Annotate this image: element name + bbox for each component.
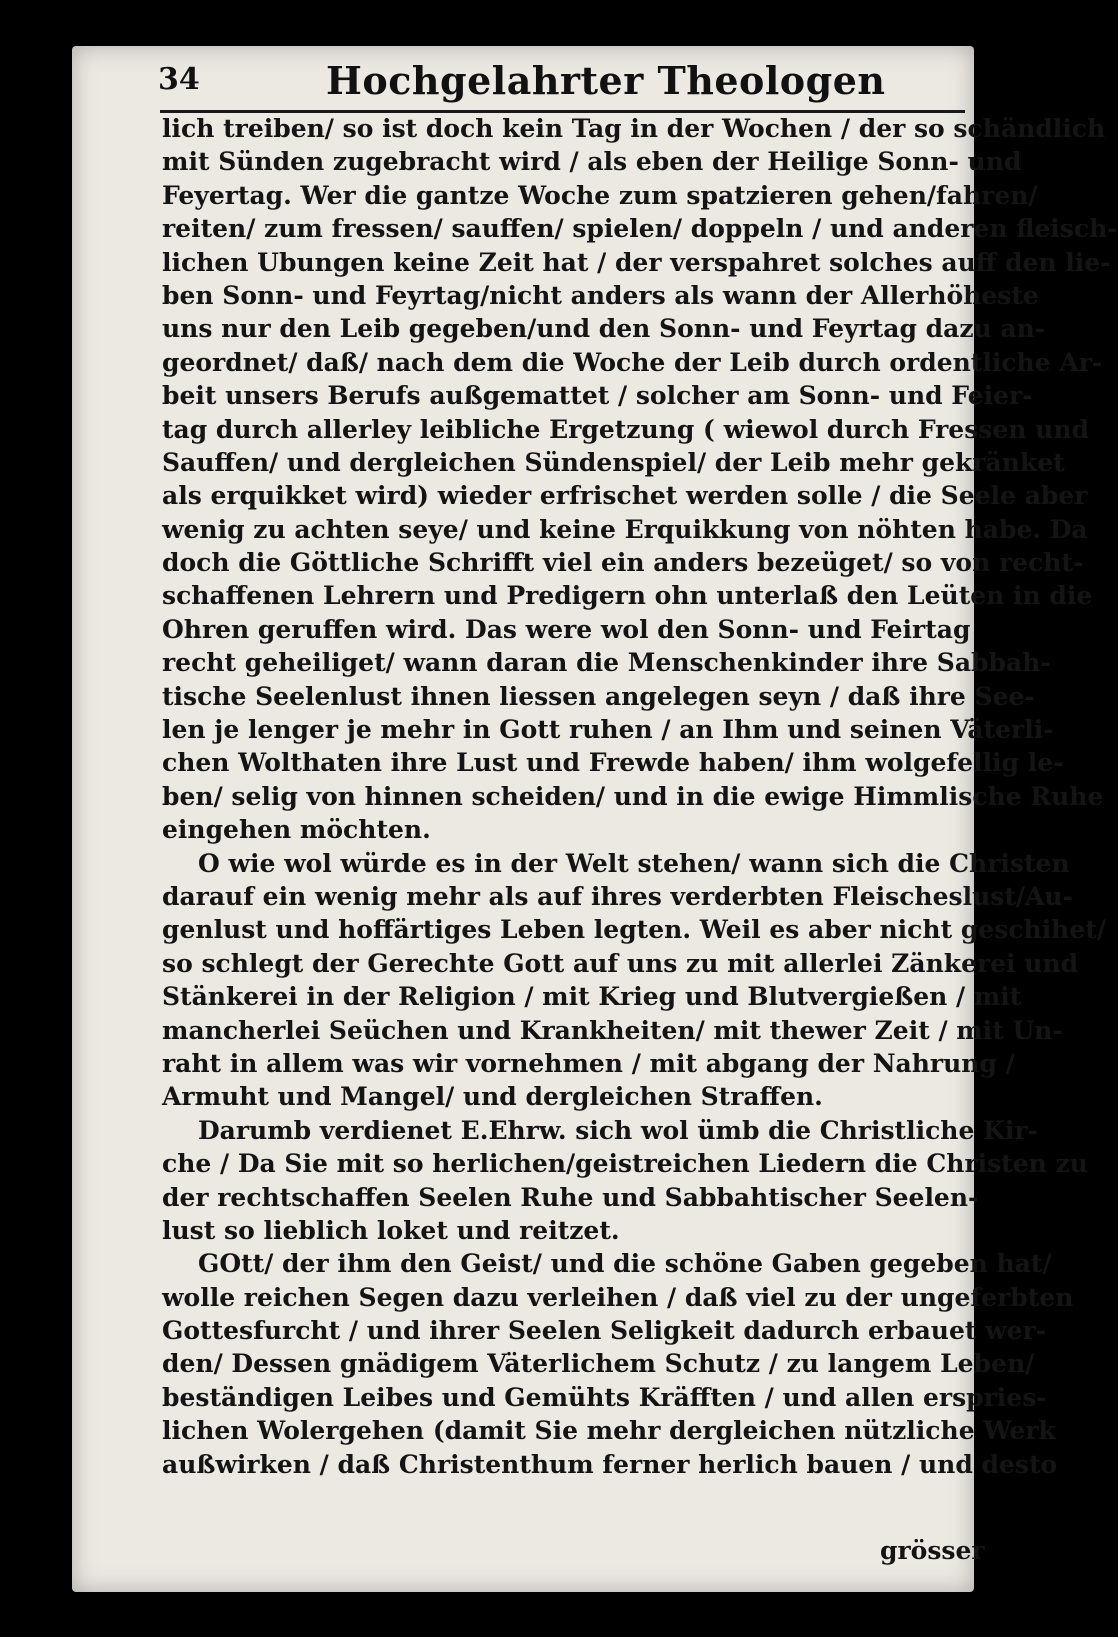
text-line: che / Da Sie mit so herlichen/geistreichen Liedern die Christen zu: [162, 1149, 1088, 1179]
text-line: len je lenger je mehr in Gott ruhen / an Ihm und seinen Väterli-: [162, 715, 1054, 745]
text-line: lust so lieblich loket und reitzet.: [162, 1215, 620, 1245]
page-number: 34: [158, 62, 200, 97]
catchword: grösser: [880, 1536, 985, 1565]
text-line: ben/ selig von hinnen scheiden/ und in die ewige Himmlische Ruhe: [162, 781, 1104, 811]
text-line: tische Seelenlust ihnen liessen angelegen seyn / daß ihre See-: [162, 681, 1035, 711]
text-line: Stänkerei in der Religion / mit Krieg und Blutvergießen / mit: [162, 982, 1022, 1012]
body-text: [162, 112, 1118, 1481]
text-line: Gottesfurcht / und ihrer Seelen Seligkeit dadurch erbauet wer-: [162, 1316, 1047, 1346]
text-line: doch die Göttliche Schrifft viel ein anders bezeüget/ so von recht-: [162, 548, 1084, 578]
text-line: darauf ein wenig mehr als auf ihres verderbten Fleischeslust/Au-: [162, 881, 1073, 911]
text-line: der rechtschaffen Seelen Ruhe und Sabbahtischer Seelen-: [162, 1182, 979, 1212]
text-line: GOtt/ der ihm den Geist/ und die schöne Gaben gegeben hat/: [198, 1249, 1052, 1279]
text-line: schaffenen Lehrern und Predigern ohn unterlaß den Leüten in die: [162, 581, 1093, 611]
text-line: den/ Dessen gnädigem Väterlichem Schutz / zu langem Leben/: [162, 1349, 1035, 1379]
text-line: mit Sünden zugebracht wird / als eben der Heilige Sonn- und: [162, 147, 1022, 177]
text-line: chen Wolthaten ihre Lust und Frewde haben/ ihm wolgefellig le-: [162, 748, 1064, 778]
page-header: [86, 52, 966, 108]
text-line: geordnet/ daß/ nach dem die Woche der Leib durch ordentliche Ar-: [162, 347, 1103, 377]
running-title: Hochgelahrter Theologen: [326, 58, 886, 103]
text-line: eingehen möchten.: [162, 815, 431, 845]
text-line: recht geheiliget/ wann daran die Menschenkinder ihre Sabbah-: [162, 648, 1051, 678]
text-line: Sauffen/ und dergleichen Sündenspiel/ der Leib mehr gekränket: [162, 447, 1065, 477]
text-line: wenig zu achten seye/ und keine Erquikkung von nöhten habe. Da: [162, 514, 1088, 544]
text-line: tag durch allerley leibliche Ergetzung ( wiewol durch Fressen und: [162, 414, 1089, 444]
text-line: Feyertag. Wer die gantze Woche zum spatzieren gehen/fahren/: [162, 180, 1038, 210]
text-line: beständigen Leibes und Gemühts Kräfften / und allen erspries-: [162, 1382, 1047, 1412]
text-line: als erquikket wird) wieder erfrischet werden solle / die Seele aber: [162, 481, 1088, 511]
text-line: lich treiben/ so ist doch kein Tag in der Wochen / der so schändlich: [162, 114, 1106, 143]
text-line: mancherlei Seüchen und Krankheiten/ mit thewer Zeit / mit Un-: [162, 1015, 1063, 1045]
text-line: genlust und hoffärtiges Leben legten. Weil es aber nicht geschihet/: [162, 915, 1106, 945]
text-line: uns nur den Leib gegeben/und den Sonn- und Feyrtag dazu an-: [162, 314, 1046, 344]
text-line: so schlegt der Gerechte Gott auf uns zu mit allerlei Zänkerei und: [162, 948, 1079, 978]
text-line: wolle reichen Segen dazu verleihen / daß viel zu der ungeferbten: [162, 1282, 1074, 1312]
text-line: lichen Ubungen keine Zeit hat / der verspahret solches auff den lie-: [162, 247, 1111, 277]
text-line: ben Sonn- und Feyrtag/nicht anders als wann der Allerhöheste: [162, 280, 1039, 310]
text-line: lichen Wolergehen (damit Sie mehr dergleichen nützliche Werk: [162, 1416, 1056, 1446]
text-line: Ohren geruffen wird. Das were wol den Sonn- und Feirtag: [162, 614, 971, 644]
text-line: außwirken / daß Christenthum ferner herlich bauen / und desto: [162, 1449, 1058, 1479]
text-line: beit unsers Berufs außgemattet / solcher am Sonn- und Feier-: [162, 381, 1033, 411]
text-line: reiten/ zum fressen/ sauffen/ spielen/ doppeln / und anderen fleisch-: [162, 214, 1118, 244]
text-line: Armuht und Mangel/ und dergleichen Straffen.: [162, 1082, 823, 1112]
text-line: Darumb verdienet E.Ehrw. sich wol ümb die Christliche Kir-: [198, 1115, 1038, 1145]
text-line: O wie wol würde es in der Welt stehen/ wann sich die Christen: [198, 848, 1070, 878]
text-line: raht in allem was wir vornehmen / mit abgang der Nahrung /: [162, 1048, 1015, 1078]
